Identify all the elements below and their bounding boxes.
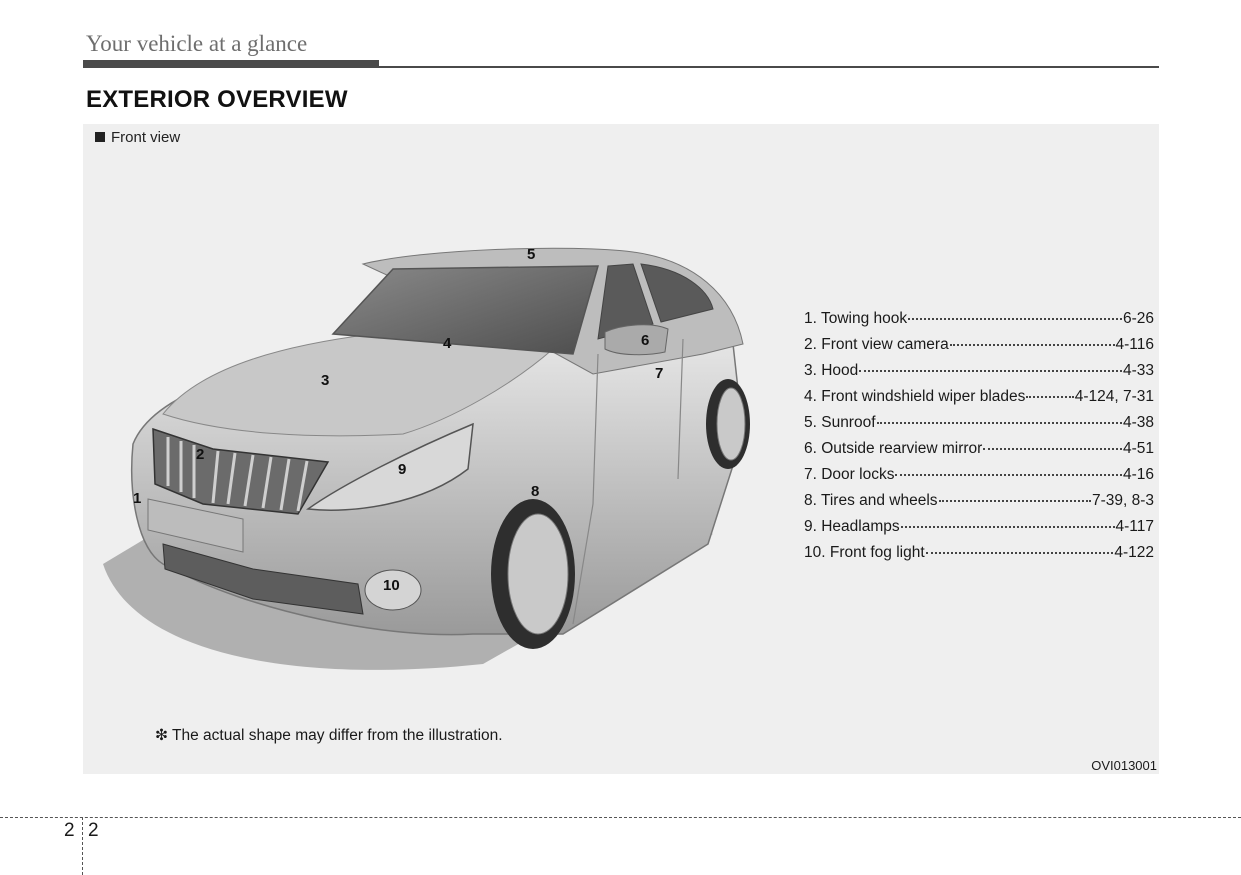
callout-item-9	[804, 518, 1154, 544]
dot-leader	[901, 526, 1115, 528]
dot-leader	[950, 344, 1115, 346]
callout-item-4	[804, 388, 1154, 414]
callout-page: 4-51	[1122, 440, 1154, 457]
dot-leader	[1026, 396, 1073, 398]
callout-marker-6: 6	[641, 332, 650, 349]
callout-page: 7-39, 8-3	[1091, 492, 1154, 509]
callout-label: 10. Front fog light	[804, 544, 925, 561]
callout-label: 4. Front windshield wiper blades	[804, 388, 1026, 405]
callout-item-3	[804, 362, 1154, 388]
callout-label: 9. Headlamps	[804, 518, 900, 535]
dot-leader	[877, 422, 1122, 424]
car-rear-rim	[717, 388, 745, 460]
callout-page: 4-116	[1115, 336, 1154, 353]
callout-marker-8: 8	[531, 483, 540, 500]
footer-rule	[0, 817, 1241, 818]
chapter-number: 2	[64, 820, 75, 841]
callout-marker-2: 2	[196, 446, 205, 463]
callout-page: 4-16	[1122, 466, 1154, 483]
figure-code: OVI013001	[1091, 758, 1157, 773]
callout-item-10	[804, 544, 1154, 570]
dot-leader	[939, 500, 1091, 502]
panel-label-text: Front view	[111, 129, 181, 146]
callout-marker-7: 7	[655, 365, 664, 382]
section-title: Your vehicle at a glance	[86, 31, 308, 56]
dot-leader	[859, 370, 1122, 372]
figure-panel	[83, 124, 1159, 774]
callout-page: 4-124, 7-31	[1074, 388, 1154, 405]
callout-item-7	[804, 466, 1154, 492]
car-front-rim	[508, 514, 568, 634]
callout-label: 5. Sunroof	[804, 414, 876, 431]
callout-label: 1. Towing hook	[804, 310, 908, 327]
dot-leader	[926, 552, 1114, 554]
callout-marker-1: 1	[133, 490, 142, 507]
callout-label: 2. Front view camera	[804, 336, 949, 353]
callout-page: 4-38	[1122, 414, 1154, 431]
header-rule-thin	[379, 66, 1159, 68]
callout-item-6	[804, 440, 1154, 466]
page-heading: EXTERIOR OVERVIEW	[86, 86, 348, 113]
page-number: 2	[88, 820, 99, 841]
callout-item-5	[804, 414, 1154, 440]
callout-marker-10: 10	[383, 577, 400, 594]
header-rule-thick	[83, 60, 379, 68]
dot-leader	[895, 474, 1122, 476]
footer-divider	[82, 817, 83, 875]
dot-leader	[908, 318, 1122, 320]
callout-page: 6-26	[1122, 310, 1154, 327]
callout-page: 4-122	[1114, 544, 1154, 561]
callout-label: 7. Door locks	[804, 466, 895, 483]
callout-item-2	[804, 336, 1154, 362]
square-bullet-icon	[95, 132, 105, 142]
callout-item-8	[804, 492, 1154, 518]
callout-label: 3. Hood	[804, 362, 859, 379]
callout-marker-5: 5	[527, 246, 536, 263]
callout-label: 6. Outside rearview mirror	[804, 440, 983, 457]
callout-marker-3: 3	[321, 372, 330, 389]
callout-page: 4-117	[1115, 518, 1154, 535]
callout-marker-9: 9	[398, 461, 407, 478]
callout-label: 8. Tires and wheels	[804, 492, 938, 509]
callout-item-1	[804, 310, 1154, 336]
callout-list	[804, 310, 1154, 570]
car-mirror	[605, 325, 668, 355]
illustration-note: ❇ The actual shape may differ from the illustration.	[155, 727, 503, 744]
dot-leader	[983, 448, 1122, 450]
car-illustration	[93, 234, 773, 794]
callout-page: 4-33	[1122, 362, 1154, 379]
callout-marker-4: 4	[443, 335, 452, 352]
panel-label	[95, 129, 180, 146]
